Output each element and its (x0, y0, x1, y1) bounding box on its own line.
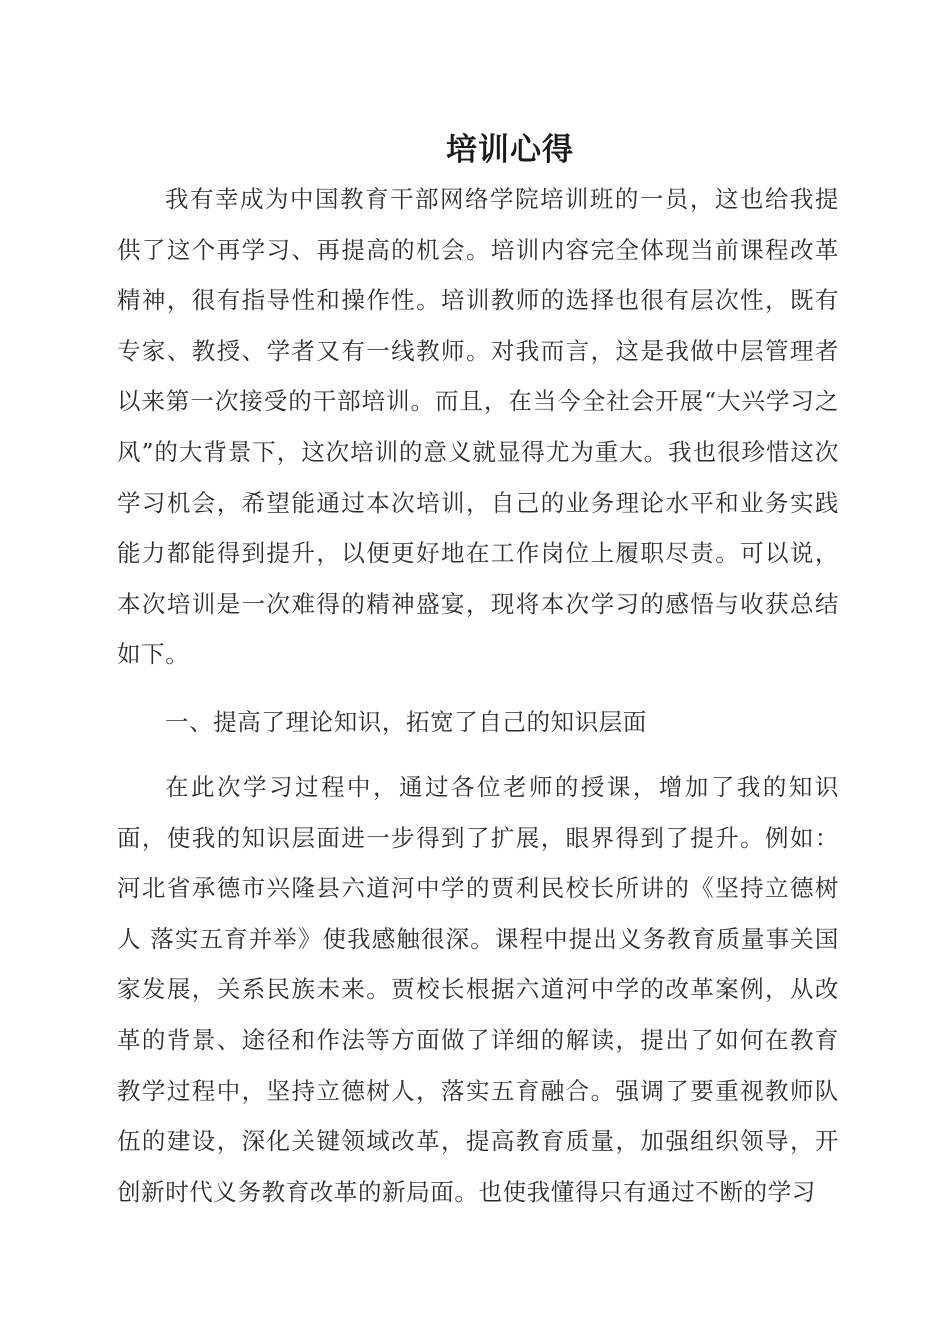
section-heading: 一、提高了理论知识，拓宽了自己的知识层面 (165, 708, 647, 736)
intro-paragraph: 我有幸成为中国教育干部网络学院培训班的一员，这也给我提供了这个再学习、再提高的机会。培训内容完全体现当前课程改革精神，很有指导性和操作性。培训教师的选择也很有层次性，既有专家、教授、学者又有一线教师。对我而言，这是我做中层管理者以来第一次接受的干部培训。而且，在当今全社会开展“大兴学习之风”的大背景下，这次培训的意义就显得尤为重大。我也很珍惜这次学习机会，希望能通过本次培训，自己的业务理论水平和业务实践能力都能得到提升，以便更好地在工作岗位上履职尽责。可以说，本次培训是一次难得的精神盛宴，现将本次学习的感悟与收获总结如下。 (117, 185, 839, 669)
document-title: 培训心得 (446, 132, 574, 168)
section-paragraph: 在此次学习过程中，通过各位老师的授课，增加了我的知识面，使我的知识层面进一步得到了扩展，眼界得到了提升。例如：河北省承德市兴隆县六道河中学的贾利民校长所讲的《坚持立德树人 落实五育并举》使我感触很深。课程中提出义务教育质量事关国家发展，关系民族未来。贾校长根据六道河中学的改革案例，从改革的背景、途径和作法等方面做了详细的解读，提出了如何在教育教学过程中，坚持立德树人，落实五育融合。强调了要重视教师队伍的建设，深化关键领域改革，提高教育质量，加强组织领导，开创新时代义务教育改革的新局面。也使我懂得只有通过不断的学习 (117, 773, 839, 1206)
